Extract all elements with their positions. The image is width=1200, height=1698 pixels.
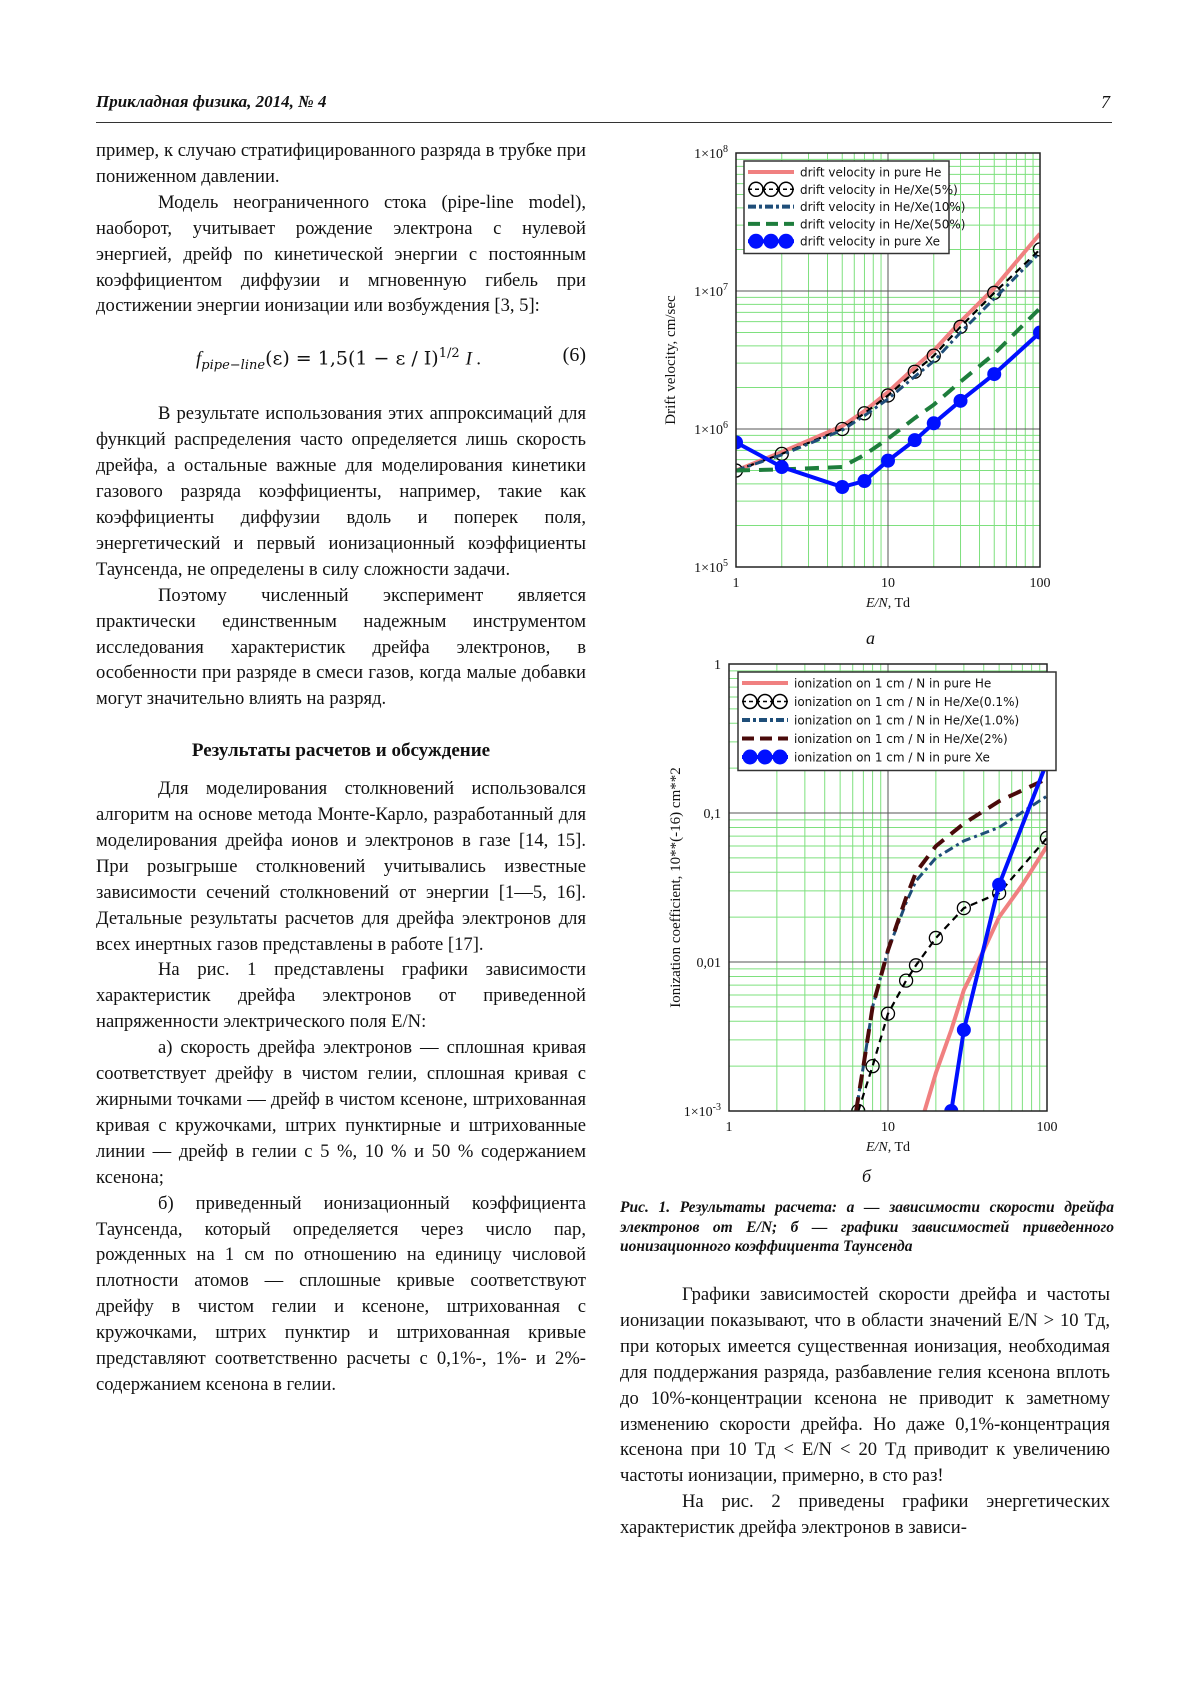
legend-item: ionization on 1 cm / N in He/Xe(2%) (794, 732, 1008, 746)
paragraph: Поэтому численный эксперимент является практически единственным надежным инструментом исследования характеристик дрейфа электронов, в особенности при разряде в смеси газов, когда малые добавки могут значительно влиять на разряд. (96, 584, 586, 710)
x-tick-label: 100 (1036, 1120, 1058, 1135)
data-point (954, 394, 968, 408)
chart-a-canvas (620, 140, 1080, 630)
equation-6 (96, 327, 586, 391)
data-point (835, 480, 849, 494)
series-line (856, 796, 1047, 1111)
data-point (908, 433, 922, 447)
paragraph: Модель неограниченного стока (pipe-line model), наоборот, учитывает рождение электрона с нулевой энергией, дрейф по кинетической энергии с постоянным коэффициентом диффузии и мгновенную гибель при достижении энергии ионизации или возбуждения [3, 5]: (96, 191, 586, 317)
y-tick-label: $1\times 10^8$ (694, 144, 728, 162)
legend-item: drift velocity in He/Xe(10%) (800, 200, 966, 215)
chart-b-canvas (620, 656, 1080, 1176)
journal-title: Прикладная физика, 2014, № 4 (96, 92, 327, 111)
equation-number: (6) (562, 344, 586, 367)
series-line (856, 779, 1047, 1111)
page-number: 7 (1101, 92, 1110, 112)
ionization-coefficient-chart (620, 656, 1080, 1176)
legend-item: ionization on 1 cm / N in pure He (794, 676, 992, 691)
formula-expression: $f_{pipe-line}(\varepsilon) = 1,5(1 - \varepsilon / I)^{1/2}$ I . (196, 346, 482, 374)
y-tick-label: 1 (714, 658, 721, 673)
data-point (857, 474, 871, 488)
legend-item: drift velocity in He/Xe(50%) (800, 217, 966, 232)
figure-b-label: б (862, 1166, 872, 1186)
data-point (881, 454, 895, 468)
figure-a-label: а (866, 628, 875, 648)
left-column (96, 138, 586, 1398)
section-heading: Результаты расчетов и обсуждение (191, 740, 491, 762)
legend-item: drift velocity in pure Xe (800, 234, 941, 249)
paragraph: На рис. 2 приведены графики энергетических характеристик дрейфа электронов в зависи- (620, 1491, 1110, 1539)
x-tick-label: 1 (732, 576, 740, 591)
x-tick-label: 100 (1029, 576, 1051, 591)
paragraph: На рис. 1 представлены графики зависимости характеристик дрейфа электронов от приведенной напряженности электрического поля E/N: (96, 959, 586, 1033)
data-point (927, 416, 941, 430)
y-tick-label: 0,1 (703, 807, 721, 822)
y-tick-label: $1\times 10^6$ (694, 420, 728, 438)
x-tick-label: 1 (725, 1120, 733, 1135)
paragraph: Для моделирования столкновений использовался алгоритм на основе метода Монте-Карло, разработанный для моделирования дрейфа ионов и электронов в газе [14, 15]. При розыгрыше столкновений учитывались известные зависимости сечений столкновений от энергии [1—5, 16]. Детальные результаты расчетов для дрейфа электронов для всех инертных газов представлены в работе [17]. (96, 778, 586, 955)
running-header (96, 92, 1112, 123)
x-axis-label: E/N, Td (865, 1140, 911, 1155)
y-tick-label: $1\times 10^{-3}$ (683, 1102, 721, 1120)
y-axis-label: Ionization coefficient, 10**(-16) cm**2 (668, 767, 684, 1008)
y-tick-label: $1\times 10^7$ (694, 282, 728, 300)
paragraph: б) приведенный ионизационный коэффициента Таунсенда, который определяется через число пар, рожденных на 1 см по отношению на единицу числовой плотности атомов — сплошные кривые соответствуют дрейфу в чистом гелии и ксеноне, штрихованная с кружочками, штрих пунктир и штрихованная кривые представляют соответственно расчеты с 0,1%-, 1%- и 2%-содержанием ксенона в гелии. (96, 1192, 586, 1395)
series-line (858, 838, 1047, 1111)
data-point (957, 1023, 971, 1037)
data-point (987, 367, 1001, 381)
paragraph: а) скорость дрейфа электронов — сплошная кривая соответствует дрейфу в чистом гелии, сплошная кривая с жирными точками — дрейф в чистом ксеноне, штрихованная кривая с кружочками, штрих пунктирные и штрихованные линии — дрейф в гелии с 5 %, 10 % и 50 % содержанием ксенона; (96, 1037, 586, 1188)
x-axis-label: E/N, Td (865, 596, 911, 611)
paragraph: Графики зависимостей скорости дрейфа и частоты ионизации показывают, что в области значений E/N > 10 Тд, при которых имеется существенная ионизация, необходимая для поддержания разряда, разбавление гелия ксенона вплоть до 10%-концентрации ксенона не приводит к заметному изменению скорости дрейфа. Но даже 0,1%-концентрация ксенона при 10 Тд < E/N < 20 Тд приводит к увеличению частоты ионизации, примерно, в сто раз! (620, 1284, 1110, 1487)
legend-item: ionization on 1 cm / N in He/Xe(0.1%) (794, 695, 1020, 709)
x-tick-label: 10 (881, 576, 895, 591)
figure-caption: Рис. 1. Результаты расчета: а — зависимости скорости дрейфа электронов от E/N; б — графики зависимостей приведенного ионизационного коэффициента Таунсенда (620, 1199, 1114, 1255)
drift-velocity-chart (620, 140, 1080, 630)
data-point (992, 878, 1006, 892)
data-point (775, 460, 789, 474)
y-tick-label: 0,01 (696, 956, 721, 971)
x-tick-label: 10 (881, 1120, 895, 1135)
legend-item: drift velocity in pure He (800, 165, 942, 180)
paragraph: пример, к случаю стратифицированного разряда в трубке при пониженном давлении. (96, 140, 586, 187)
paragraph: В результате использования этих аппроксимаций для функций распределения часто определяется лишь скорость дрейфа, а остальные важные для моделирования кинетики газового разряда коэффициенты, например, такие как коэффициенты диффузии вдоль и поперек поля, энергетический и первый ионизационный коэффициенты Таунсенда, не определены в силу сложности задачи. (96, 403, 586, 580)
y-axis-label: Drift velocity, cm/sec (663, 295, 679, 425)
legend-item: drift velocity in He/Xe(5%) (800, 182, 958, 197)
right-column (620, 1282, 1110, 1541)
series-line (925, 846, 1047, 1111)
legend-item: ionization on 1 cm / N in He/Xe(1.0%) (794, 713, 1020, 728)
y-tick-label: $1\times 10^5$ (694, 558, 728, 576)
legend-item: ionization on 1 cm / N in pure Xe (794, 750, 990, 765)
